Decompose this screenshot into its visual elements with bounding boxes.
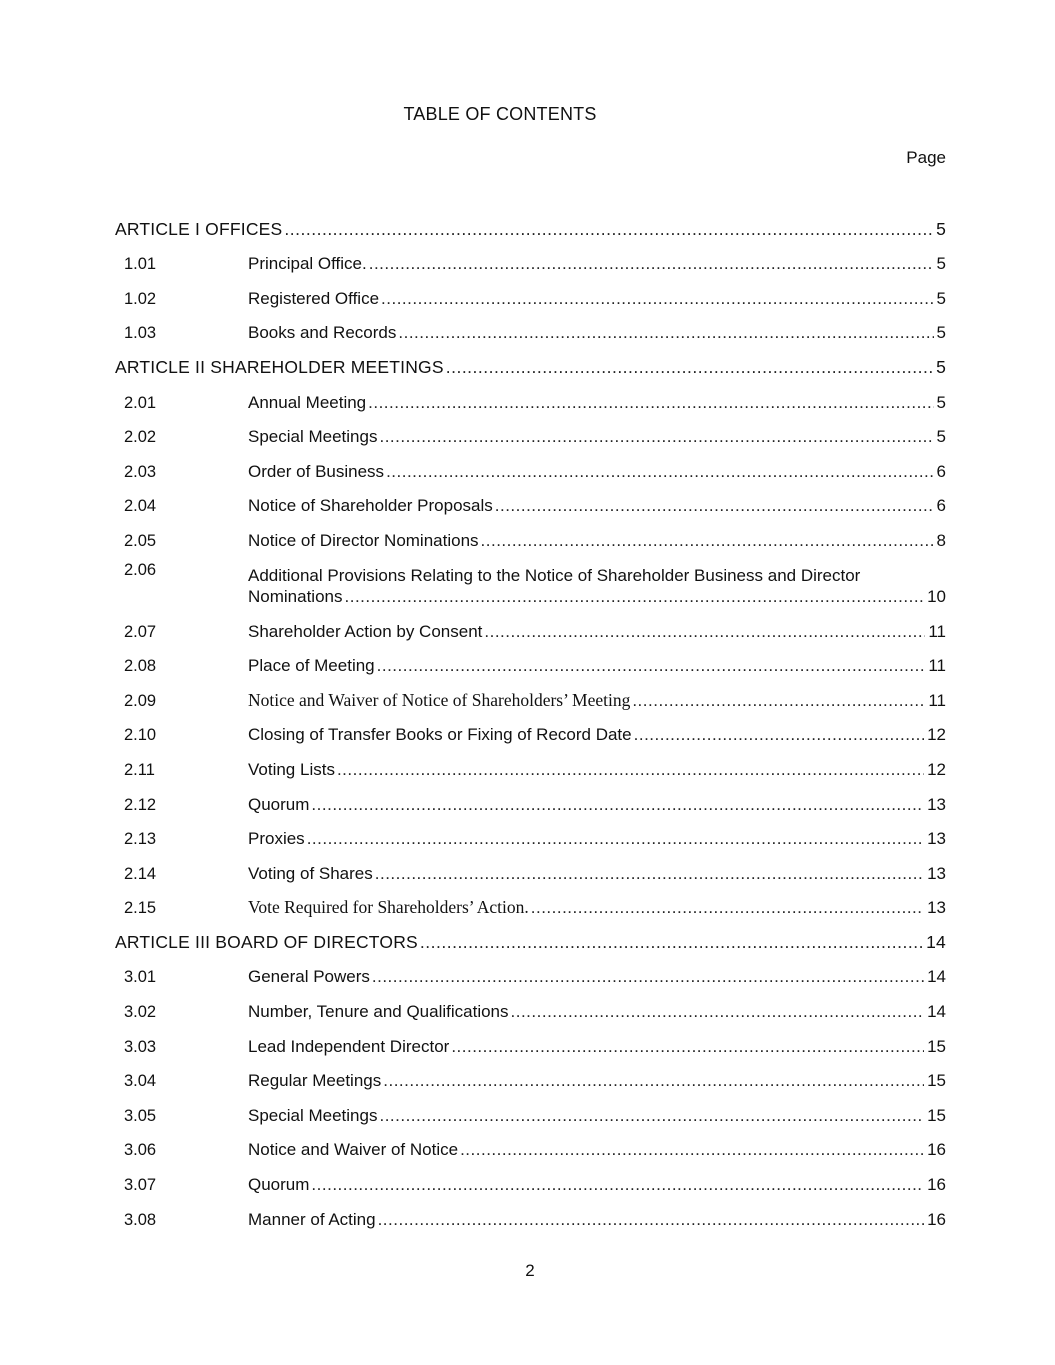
toc-section-2-08[interactable] xyxy=(115,642,946,677)
section-number: 2.07 xyxy=(124,622,157,641)
page-ref: 6 xyxy=(936,461,946,481)
page-ref: 13 xyxy=(927,898,946,918)
toc-section-1-03[interactable] xyxy=(115,309,946,344)
section-title: Notice and Waiver of Notice of Shareholders’ Meeting xyxy=(248,689,631,710)
toc-section-2-04[interactable] xyxy=(115,482,946,517)
section-title: Vote Required for Shareholders’ Action. xyxy=(248,897,529,918)
section-title: Place of Meeting xyxy=(248,656,375,676)
dot-leader xyxy=(337,760,924,780)
section-number: 3.03 xyxy=(124,1037,157,1056)
section-number: 3.07 xyxy=(124,1176,157,1195)
page-ref: 5 xyxy=(936,254,946,274)
dot-leader xyxy=(311,1175,924,1195)
section-title: Notice of Director Nominations xyxy=(248,530,479,550)
section-title: Quorum xyxy=(248,1175,310,1195)
toc-section-2-01[interactable] xyxy=(115,378,946,413)
page-ref: 10 xyxy=(927,586,946,606)
page-ref: 12 xyxy=(927,725,946,745)
section-title: Notice of Shareholder Proposals xyxy=(248,496,493,516)
page-column-header: Page xyxy=(906,148,946,167)
toc-section-2-13[interactable] xyxy=(115,815,946,850)
section-number: 3.02 xyxy=(124,1003,157,1022)
section-title: Annual Meeting xyxy=(248,392,367,412)
toc-section-3-05[interactable] xyxy=(115,1091,946,1126)
page-ref: 5 xyxy=(936,392,946,412)
section-title: Shareholder Action by Consent xyxy=(248,621,483,641)
dot-leader xyxy=(398,323,933,343)
table-of-contents xyxy=(115,205,946,1230)
toc-section-3-07[interactable] xyxy=(115,1160,946,1195)
toc-section-3-01[interactable] xyxy=(115,953,946,988)
page-ref: 15 xyxy=(927,1071,946,1091)
toc-section-2-15[interactable] xyxy=(115,884,946,919)
dot-leader xyxy=(379,1106,924,1126)
section-title: Order of Business xyxy=(248,461,385,481)
section-number: 2.10 xyxy=(124,726,157,745)
dot-leader xyxy=(345,587,925,607)
page-ref: 5 xyxy=(936,218,946,239)
section-title-line-1: Additional Provisions Relating to the Notice of Shareholder Business and Director xyxy=(248,565,861,585)
page-ref: 5 xyxy=(936,427,946,447)
dot-leader xyxy=(460,1140,924,1160)
section-number: 2.02 xyxy=(124,428,157,447)
section-number: 1.02 xyxy=(124,289,157,308)
section-title: Manner of Acting xyxy=(248,1209,376,1229)
toc-section-2-09[interactable] xyxy=(115,676,946,711)
page-ref: 5 xyxy=(936,356,946,377)
page-number: 2 xyxy=(525,1261,535,1280)
dot-leader xyxy=(307,829,924,849)
page-ref: 8 xyxy=(936,530,946,550)
section-number: 2.09 xyxy=(124,691,157,710)
dot-leader xyxy=(377,656,926,676)
toc-section-2-11[interactable] xyxy=(115,745,946,780)
page-ref: 13 xyxy=(927,863,946,883)
section-title: Quorum xyxy=(248,794,310,814)
toc-section-2-10[interactable] xyxy=(115,711,946,746)
section-number: 2.14 xyxy=(124,864,157,883)
toc-section-3-03[interactable] xyxy=(115,1022,946,1057)
dot-leader xyxy=(634,725,924,745)
article-label: ARTICLE I OFFICES xyxy=(115,218,283,239)
dot-leader xyxy=(451,1037,924,1057)
section-number: 2.08 xyxy=(124,657,157,676)
section-title: Notice and Waiver of Notice xyxy=(248,1140,459,1160)
page-ref: 16 xyxy=(927,1140,946,1160)
page-ref: 14 xyxy=(926,931,946,952)
section-number: 1.01 xyxy=(124,255,157,274)
dot-leader xyxy=(379,427,933,447)
toc-article-3[interactable] xyxy=(115,918,946,953)
article-label: ARTICLE III BOARD OF DIRECTORS xyxy=(115,931,418,952)
page-title: TABLE OF CONTENTS xyxy=(403,104,597,124)
section-number: 1.03 xyxy=(124,324,157,343)
toc-article-1[interactable] xyxy=(115,205,946,240)
section-title: Regular Meetings xyxy=(248,1071,382,1091)
page-ref: 13 xyxy=(927,829,946,849)
page-ref: 14 xyxy=(927,967,946,987)
toc-section-2-03[interactable] xyxy=(115,447,946,482)
section-number: 2.11 xyxy=(124,760,155,779)
dot-leader xyxy=(375,864,924,884)
toc-section-3-08[interactable] xyxy=(115,1195,946,1230)
page-ref: 5 xyxy=(936,288,946,308)
section-title: Special Meetings xyxy=(248,427,378,447)
page-ref: 11 xyxy=(928,656,946,676)
toc-section-2-07[interactable] xyxy=(115,607,946,642)
toc-section-1-01[interactable] xyxy=(115,240,946,275)
page-ref: 16 xyxy=(927,1175,946,1195)
section-title: Closing of Transfer Books or Fixing of Record Date xyxy=(248,725,632,745)
dot-leader xyxy=(368,393,933,413)
section-number: 3.05 xyxy=(124,1106,157,1125)
section-number: 2.03 xyxy=(124,462,157,481)
toc-section-2-05[interactable] xyxy=(115,516,946,551)
toc-section-3-02[interactable] xyxy=(115,987,946,1022)
page-ref: 13 xyxy=(927,794,946,814)
page-ref: 12 xyxy=(927,759,946,779)
dot-leader xyxy=(632,691,925,711)
dot-leader xyxy=(381,289,934,309)
section-number: 2.06 xyxy=(124,560,157,579)
section-title: Books and Records xyxy=(248,323,397,343)
dot-leader xyxy=(372,967,924,987)
section-number: 2.12 xyxy=(124,795,157,814)
article-label: ARTICLE II SHAREHOLDER MEETINGS xyxy=(115,356,444,377)
page-ref: 11 xyxy=(928,690,946,710)
toc-section-2-12[interactable] xyxy=(115,780,946,815)
section-number: 3.04 xyxy=(124,1072,157,1091)
section-number: 2.05 xyxy=(124,531,157,550)
section-number: 3.01 xyxy=(124,968,157,987)
toc-section-1-02[interactable] xyxy=(115,274,946,309)
section-number: 3.08 xyxy=(124,1210,157,1229)
section-number: 2.13 xyxy=(124,830,157,849)
toc-section-2-06[interactable] xyxy=(115,551,946,607)
dot-leader xyxy=(481,531,934,551)
dot-leader xyxy=(446,357,933,378)
dot-leader xyxy=(484,622,925,642)
toc-section-3-04[interactable] xyxy=(115,1057,946,1092)
dot-leader xyxy=(284,219,933,240)
section-title: Number, Tenure and Qualifications xyxy=(248,1002,509,1022)
toc-section-2-14[interactable] xyxy=(115,849,946,884)
section-number: 3.06 xyxy=(124,1141,157,1160)
toc-article-2[interactable] xyxy=(115,343,946,378)
toc-section-2-02[interactable] xyxy=(115,413,946,448)
dot-leader xyxy=(511,1002,925,1022)
dot-leader xyxy=(420,932,923,953)
page-ref: 6 xyxy=(936,496,946,516)
section-title: Lead Independent Director xyxy=(248,1036,450,1056)
dot-leader xyxy=(378,1210,925,1230)
page-ref: 5 xyxy=(936,323,946,343)
dot-leader xyxy=(386,462,933,482)
dot-leader xyxy=(383,1071,924,1091)
dot-leader xyxy=(369,254,934,274)
section-title: Registered Office xyxy=(248,288,380,308)
page-ref: 15 xyxy=(927,1105,946,1125)
section-title: Voting of Shares xyxy=(248,863,373,883)
section-number: 2.01 xyxy=(124,393,157,412)
toc-section-3-06[interactable] xyxy=(115,1126,946,1161)
section-number: 2.04 xyxy=(124,497,157,516)
section-title: Special Meetings xyxy=(248,1105,378,1125)
section-title-line-2: Nominations xyxy=(248,586,343,606)
dot-leader xyxy=(311,795,924,815)
section-title: Principal Office. xyxy=(248,254,367,274)
dot-leader xyxy=(495,496,934,516)
section-title: Voting Lists xyxy=(248,759,335,779)
section-title: General Powers xyxy=(248,967,370,987)
dot-leader xyxy=(531,898,924,918)
page-ref: 14 xyxy=(927,1002,946,1022)
page-ref: 11 xyxy=(928,621,946,641)
page-ref: 15 xyxy=(927,1036,946,1056)
section-title: Proxies xyxy=(248,829,305,849)
page-ref: 16 xyxy=(927,1209,946,1229)
section-number: 2.15 xyxy=(124,899,157,918)
